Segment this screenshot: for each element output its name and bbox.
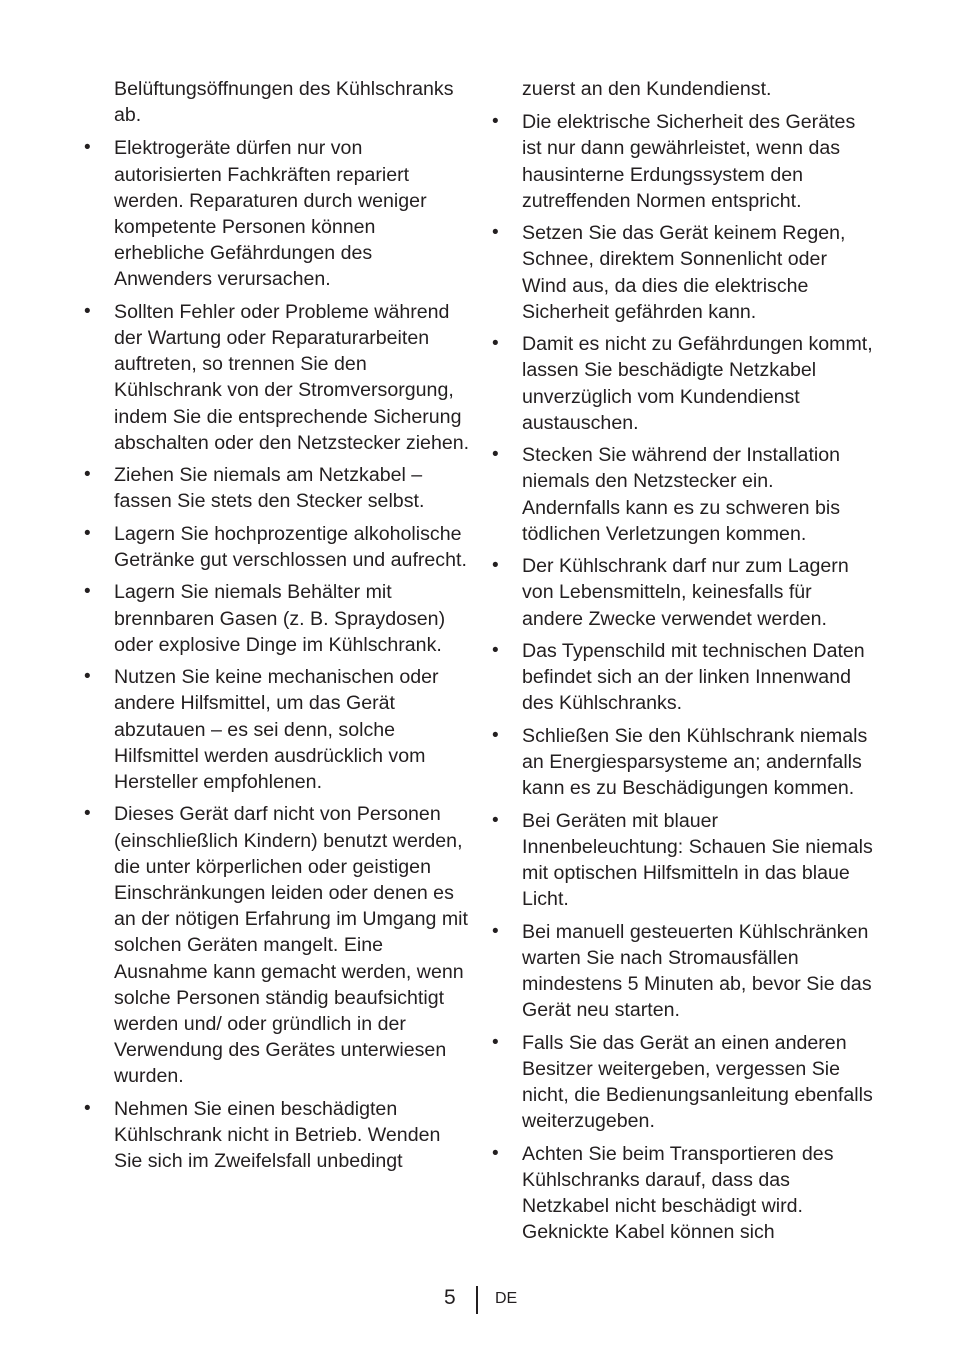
list-item-text: Der Kühlschrank darf nur zum Lagern von Lebensmitteln, keinesfalls für andere Zwecke verwendet werden.: [522, 555, 849, 630]
bullet-icon: •: [492, 333, 499, 355]
list-item-text: Sollten Fehler oder Probleme während der Wartung oder Reparaturarbeiten auftreten, so trennen Sie den Kühlschrank von der Stromversorgung, indem Sie die entsprechende Sicherung abschalten oder den Netzstecker ziehen.: [114, 300, 470, 454]
list-item: [492, 808, 874, 913]
right-bullet-list: [492, 109, 874, 1245]
list-item: [492, 553, 874, 632]
bullet-icon: •: [492, 555, 499, 577]
list-item-text: Achten Sie beim Transportieren des Kühlschranks darauf, dass das Netzkabel nicht beschädigt wird. Geknickte Kabel können sich: [522, 1142, 834, 1244]
list-item: [492, 1141, 874, 1246]
list-item-text: Die elektrische Sicherheit des Gerätes ist nur dann gewährleistet, wenn das hausinterne Erdungssystem den zutreffenden Normen entspricht.: [522, 111, 856, 212]
list-item-text: Nutzen Sie keine mechanischen oder andere Hilfsmittel, um das Gerät abzutauen – es sei denn, solche Hilfsmittel werden ausdrücklich vom Hersteller empfohlenen.: [114, 666, 439, 794]
footer-divider: [476, 1286, 478, 1314]
list-item: [84, 299, 470, 456]
list-item-text: Das Typenschild mit technischen Daten befindet sich an der linken Innenwand des Kühlschranks.: [522, 640, 865, 715]
left-bullet-list: [84, 135, 470, 1174]
list-item: [84, 801, 470, 1089]
bullet-icon: •: [492, 444, 499, 466]
list-item: [492, 723, 874, 802]
list-item: [492, 331, 874, 436]
list-item: [84, 1096, 470, 1175]
bullet-icon: •: [492, 724, 499, 746]
bullet-icon: •: [492, 920, 499, 942]
bullet-icon: •: [84, 137, 91, 159]
bullet-icon: •: [84, 581, 91, 603]
right-continuation-text: zuerst an den Kundendienst.: [522, 78, 772, 100]
list-item-text: Lagern Sie niemals Behälter mit brennbaren Gasen (z. B. Spraydosen) oder explosive Dinge im Kühlschrank.: [114, 581, 446, 656]
list-item-text: Lagern Sie hochprozentige alkoholische Getränke gut verschlossen und aufrecht.: [114, 522, 467, 572]
bullet-icon: •: [492, 640, 499, 661]
bullet-icon: •: [492, 1031, 499, 1053]
list-item: [492, 109, 874, 214]
list-item: [84, 579, 470, 658]
list-item: [492, 919, 874, 1024]
list-item-text: Schließen Sie den Kühlschrank niemals an Energiesparsysteme an; andernfalls kann es zu Beschädigungen kommen.: [522, 724, 868, 800]
list-item: [492, 638, 874, 717]
bullet-icon: •: [492, 222, 499, 244]
bullet-icon: •: [84, 464, 91, 486]
list-item-text: Elektrogeräte dürfen nur von autorisierten Fachkräften repariert werden. Reparaturen durch weniger kompetente Personen können erhebliche Gefährdungen des Anwenders verursachen.: [114, 137, 427, 291]
list-item-text: Nehmen Sie einen beschädigten Kühlschrank nicht in Betrieb. Wenden Sie sich im Zweifelsfall unbedingt: [114, 1097, 441, 1173]
list-item: [84, 664, 470, 795]
page-number: 5: [444, 1286, 456, 1309]
bullet-icon: •: [84, 300, 91, 322]
language-code: DE: [495, 1290, 518, 1307]
list-item-text: Bei manuell gesteuerten Kühlschränken warten Sie nach Stromausfällen mindestens 5 Minuten ab, bevor Sie das Gerät neu starten.: [522, 920, 872, 1022]
list-item: [84, 521, 470, 573]
bullet-icon: •: [84, 803, 91, 825]
list-item: [492, 1030, 874, 1135]
bullet-icon: •: [84, 522, 91, 544]
list-item-text: Falls Sie das Gerät an einen anderen Besitzer weitergeben, vergessen Sie nicht, die Bedienungsanleitung ebenfalls weiterzugeben.: [522, 1031, 873, 1133]
list-item-text: Bei Geräten mit blauer Innenbeleuchtung: Schauen Sie niemals mit optischen Hilfsmitteln in das blaue Licht.: [522, 809, 873, 911]
list-item: [84, 462, 470, 514]
bullet-icon: •: [492, 111, 499, 133]
list-item-text: Damit es nicht zu Gefährdungen kommt, lassen Sie beschädigte Netzkabel unverzüglich vom Kundendienst austauschen.: [522, 333, 873, 434]
left-column: [84, 76, 470, 1181]
bullet-icon: •: [492, 809, 499, 831]
page-footer: [0, 1284, 954, 1318]
list-item-text: Ziehen Sie niemals am Netzkabel – fassen Sie stets den Stecker selbst.: [114, 464, 425, 513]
list-item: [84, 135, 470, 292]
list-item-text: Dieses Gerät darf nicht von Personen (einschließlich Kindern) benutzt werden, die unter körperlichen oder geistigen Einschränkungen leiden oder denen es an der nötigen Erfahrung im Umgang mit solchen Geräten mangelt. Eine Ausnahme kann gemacht werden, wenn solche Personen ständig beaufsichtigt werden und/ oder gründlich in der Verwendung des Gerätes unterwiesen wurden.: [114, 803, 468, 1088]
left-continuation-text: Belüftungsöffnungen des Kühlschranks ab.: [114, 78, 454, 127]
list-item: [492, 220, 874, 325]
bullet-icon: •: [492, 1142, 499, 1164]
right-column: [492, 76, 874, 1252]
bullet-icon: •: [84, 666, 91, 688]
list-item-text: Setzen Sie das Gerät keinem Regen, Schnee, direktem Sonnenlicht oder Wind aus, da dies die elektrische Sicherheit gefährden kann.: [522, 222, 846, 323]
list-item: [492, 442, 874, 547]
bullet-icon: •: [84, 1097, 91, 1119]
list-item-text: Stecken Sie während der Installation niemals den Netzstecker ein. Andernfalls kann es zu schweren bis tödlichen Verletzungen kommen.: [522, 444, 841, 545]
